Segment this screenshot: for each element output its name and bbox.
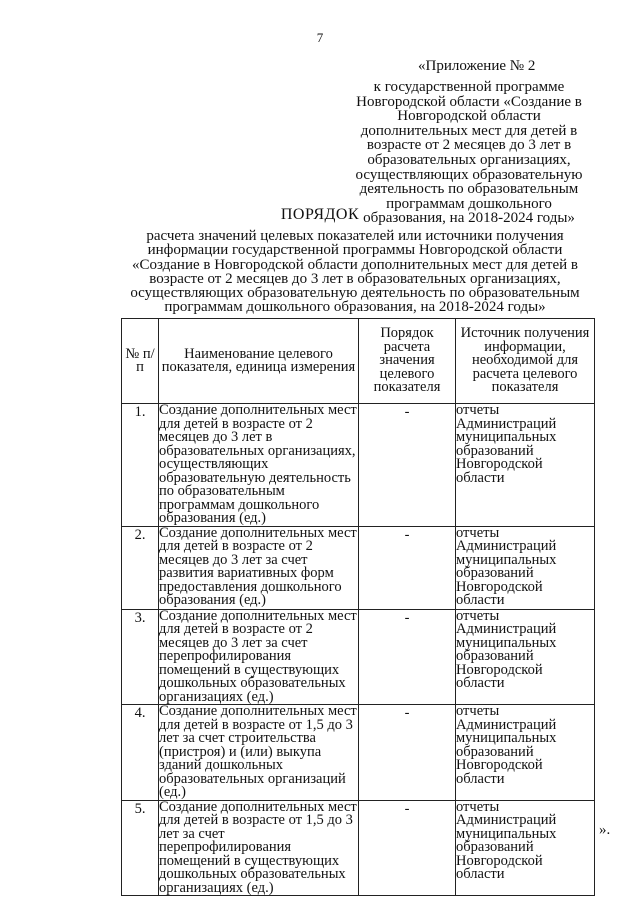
row-num: 3. <box>122 609 159 705</box>
row-num: 2. <box>122 526 159 609</box>
row-num: 5. <box>122 800 159 896</box>
row-calc: - <box>359 705 456 801</box>
row-calc: - <box>359 609 456 705</box>
row-num: 4. <box>122 705 159 801</box>
table-row <box>122 800 595 896</box>
row-name: Создание дополнительных мест для детей в возрасте от 1,5 до 3 лет за счет строительства (пристроя) и (или) выкупа зданий дошкольных образовательных организаций (ед.) <box>159 703 357 800</box>
row-calc: - <box>359 526 456 609</box>
indicators-table <box>121 318 595 896</box>
table-header-row <box>122 319 595 404</box>
row-source: отчеты Администраций муниципальных образований Новгородской области <box>456 404 595 527</box>
row-source: отчеты Администраций муниципальных образований Новгородской области <box>456 705 595 801</box>
table-row <box>122 705 595 801</box>
row-source: отчеты Администраций муниципальных образований Новгородской области <box>456 800 595 896</box>
header-name: Наименование целевого показателя, единица измерения <box>159 319 359 404</box>
header-source: Источник получения информации, необходимой для расчета целевого показателя <box>456 319 595 404</box>
row-source: отчеты Администраций муниципальных образований Новгородской области <box>456 526 595 609</box>
row-name: Создание дополнительных мест для детей в возрасте от 1,5 до 3 лет за счет перепрофилирования помещений в существующих дошкольных образовательных организациях (ед.) <box>159 798 357 896</box>
row-name: Создание дополнительных мест для детей в возрасте от 2 месяцев до 3 лет за счет развития вариативных форм предоставления дошкольного образования (ед.) <box>159 524 357 608</box>
row-name: Создание дополнительных мест для детей в возрасте от 2 месяцев до 3 лет за счет перепрофилирования помещений в существующих дошкольных образовательных организациях (ед.) <box>159 607 357 705</box>
closing-quote: ». <box>599 822 611 838</box>
table-row <box>122 404 595 527</box>
page-number: 7 <box>316 30 324 45</box>
row-source: отчеты Администраций муниципальных образований Новгородской области <box>456 609 595 705</box>
row-calc: - <box>359 800 456 896</box>
row-name: Создание дополнительных мест для детей в возрасте от 2 месяцев до 3 лет в образовательных организациях, осуществляющих образовательную деятельность по образовательным программам дошкольного образования (ед.) <box>159 402 357 526</box>
table-row <box>122 526 595 609</box>
row-num: 1. <box>122 404 159 527</box>
table-row <box>122 609 595 705</box>
document-subtitle: расчета значений целевых показателей или источники получения информации государственной программы Новгородской области «Создание в Новгородской области дополнительных мест для детей в возрасте от 2 месяцев до 3 лет в образовательных организациях, осуществляющих образовательную деятельность по образовательным программам дошкольного образования, на 2018-2024 годы» <box>130 228 580 316</box>
header-num: № п/п <box>122 319 159 404</box>
appendix-body: к государственной программе Новгородской области «Создание в Новгородской области дополнительных мест для детей в возрасте от 2 месяцев до 3 лет в образовательных организациях, осуществляющих образовательную деятельность по образовательным программам дошкольного образования, на 2018-2024 годы» <box>355 79 583 227</box>
header-calc: Порядок расчета значения целевого показателя <box>359 319 456 404</box>
document-title: ПОРЯДОК <box>280 206 360 223</box>
appendix-title: «Приложение № 2 <box>418 58 536 74</box>
row-calc: - <box>359 404 456 527</box>
